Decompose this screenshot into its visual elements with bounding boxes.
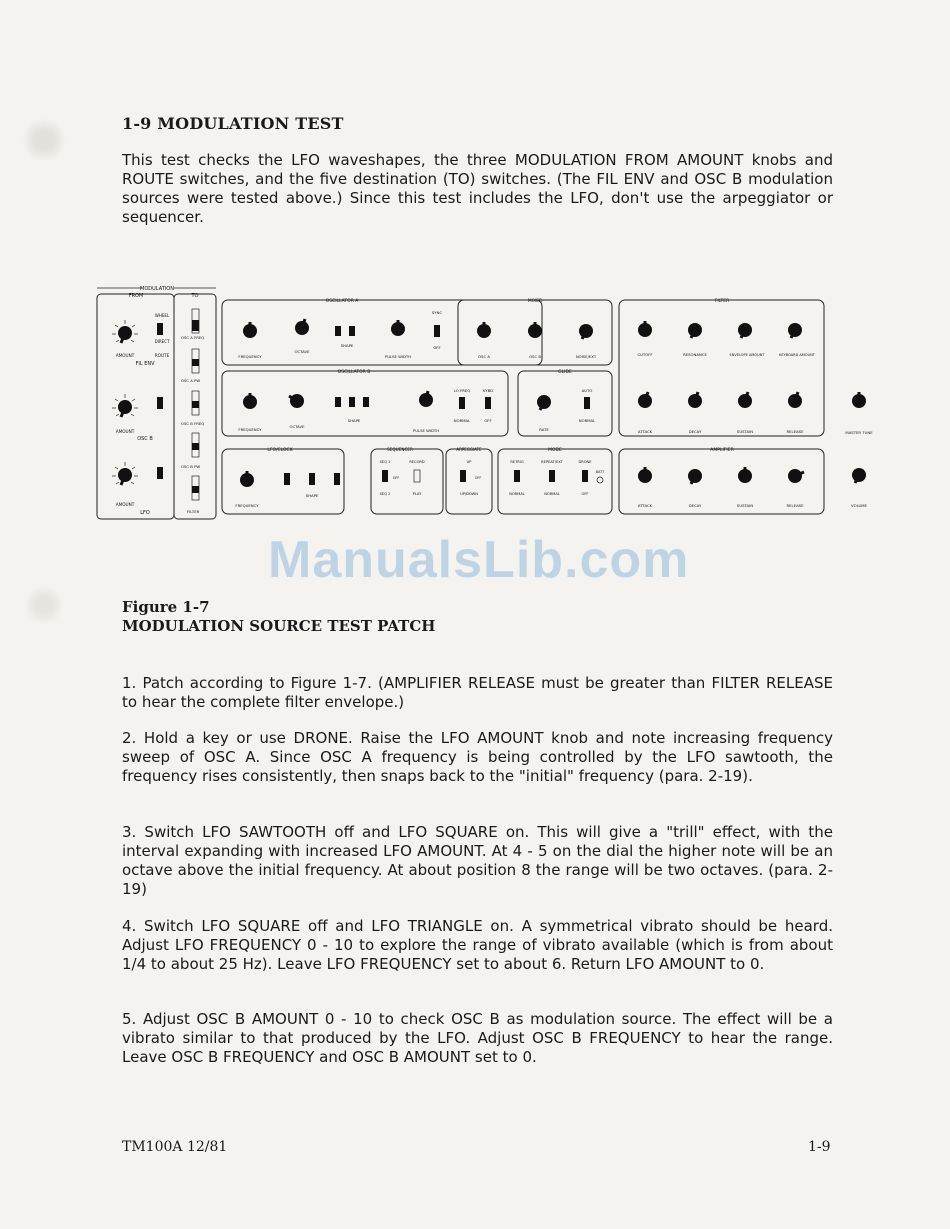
batt-label: BATT bbox=[595, 470, 605, 474]
mixer-osc-b-label: OSC B bbox=[529, 354, 541, 359]
cutoff-label: CUTOFF bbox=[637, 352, 653, 357]
sequencer-section bbox=[371, 447, 443, 514]
repeat-ext-label: REPEAT/EXT bbox=[541, 460, 563, 464]
play-label: PLAY bbox=[412, 492, 422, 496]
arp-up-label: UP bbox=[466, 460, 472, 464]
dest-filter: FILTER bbox=[187, 509, 200, 514]
master-tune-label: MASTER TUNE bbox=[845, 430, 873, 435]
retrig-label: RETRIG bbox=[510, 460, 524, 464]
envelope-amount-label: ENVELOPE AMOUNT bbox=[729, 353, 765, 357]
lfo-clock-title: LFO/CLOCK bbox=[267, 448, 293, 453]
lfo-mod-knob bbox=[112, 462, 138, 485]
osc-a-pulse-width-label: PULSE WIDTH bbox=[384, 354, 412, 359]
osc-b-off-label: OFF bbox=[484, 418, 492, 423]
drone-off-label: OFF bbox=[581, 492, 589, 496]
step-5: 5. Adjust OSC B AMOUNT 0 - 10 to check OSC B as modulation source. The effect will be a vibrato similar to that produced by the LFO. Adjust OSC B FREQUENCY to hear the range. Leave OSC B FREQUENCY and OSC B AMOUNT set to 0. bbox=[122, 1010, 833, 1066]
seq2-label: SEQ 2 bbox=[379, 492, 391, 496]
route-label: ROUTE bbox=[154, 353, 170, 358]
intro-paragraph: This test checks the LFO waveshapes, the three MODULATION FROM AMOUNT knobs and ROUTE switches, and the five destination (TO) switches. (The FIL ENV and OSC B modulation sources were tested above.) Since this test includes the LFO, don't use the arpeggiator or sequencer. bbox=[122, 151, 833, 226]
fil-env-amount-label: AMOUNT bbox=[115, 353, 135, 358]
osc-b-amount-label: AMOUNT bbox=[115, 429, 135, 434]
glide-section bbox=[518, 369, 612, 436]
osc-a-shape-label: SHAPE bbox=[340, 343, 354, 348]
osc-a-frequency-label: FREQUENCY bbox=[238, 354, 262, 359]
record-label: RECORD bbox=[409, 460, 425, 464]
glide-rate-label: RATE bbox=[539, 427, 549, 432]
glide-normal-label: NORMAL bbox=[578, 418, 596, 423]
osc-b-normal-label: NORMAL bbox=[453, 418, 471, 423]
osc-b-mod-knob bbox=[112, 394, 138, 417]
dest-osc-a-freq: OSC A FREQ bbox=[181, 335, 205, 340]
filter-release-label: RELEASE bbox=[786, 429, 804, 434]
repeat-normal-label: NORMAL bbox=[544, 492, 560, 496]
oscillator-b-title: OSCILLATOR B bbox=[337, 370, 371, 375]
sync-label: SYNC bbox=[431, 310, 443, 315]
figure-caption-title: MODULATION SOURCE TEST PATCH bbox=[122, 617, 436, 635]
glide-auto-label: AUTO bbox=[581, 388, 593, 393]
keyboard-amount-label: KEYBOARD AMOUNT bbox=[779, 353, 815, 357]
arp-off-label: OFF bbox=[474, 476, 482, 480]
modulation-title: MODULATION bbox=[140, 286, 174, 292]
noise-ext-label: NOISE/EXT bbox=[575, 354, 597, 359]
dest-osc-b-freq: OSC B FREQ bbox=[181, 421, 205, 426]
sequencer-title: SEQUENCER bbox=[387, 447, 413, 452]
amp-decay-label: DECAY bbox=[688, 503, 702, 508]
amplifier-title: AMPLIFIER bbox=[710, 448, 734, 453]
oscillator-b-section bbox=[222, 369, 508, 436]
step-1: 1. Patch according to Figure 1-7. (AMPLIFIER RELEASE must be greater than FILTER RELEASE to hear the complete filter envelope.) bbox=[122, 674, 833, 711]
lfo-frequency-label: FREQUENCY bbox=[235, 503, 259, 508]
amplifier-section bbox=[619, 447, 824, 514]
section-heading: 1-9 MODULATION TEST bbox=[122, 114, 344, 133]
dest-osc-a-pw: OSC A PW bbox=[181, 378, 201, 383]
volume-label: VOLUME bbox=[851, 503, 867, 508]
modulation-section bbox=[97, 286, 216, 519]
mode-title: MODE bbox=[548, 448, 562, 453]
wheel-label: WHEEL bbox=[154, 313, 170, 318]
step-3: 3. Switch LFO SAWTOOTH off and LFO SQUARE on. This will give a "trill" effect, with the interval expanding with increased LFO AMOUNT. At 4 - 5 on the dial the higher note will be an octave above the initial frequency. At about position 8 the range will be two octaves. (para. 2-19) bbox=[122, 823, 833, 898]
retrig-normal-label: NORMAL bbox=[509, 492, 525, 496]
lo-freq-label: LO FREQ bbox=[453, 388, 471, 393]
osc-a-octave-label: OCTAVE bbox=[294, 349, 310, 354]
resonance-label: RESONANCE bbox=[683, 352, 707, 357]
to-label: TO bbox=[191, 293, 199, 299]
page-blemish bbox=[24, 585, 64, 625]
filter-section bbox=[619, 298, 824, 436]
amp-attack-label: ATTACK bbox=[637, 503, 653, 508]
direct-label: DIRECT bbox=[154, 339, 170, 344]
arpeggiate-section bbox=[446, 447, 492, 514]
dest-osc-b-pw: OSC B PW bbox=[181, 464, 201, 469]
seq1-label: SEQ 1 bbox=[379, 460, 391, 464]
master-tune-knob bbox=[852, 392, 866, 408]
seq-off-label: OFF bbox=[392, 476, 400, 480]
lfo-shape-label: SHAPE bbox=[305, 493, 319, 498]
filter-title: FILTER bbox=[714, 299, 730, 304]
lfo-mod-label: LFO bbox=[140, 510, 150, 516]
osc-b-octave-label: OCTAVE bbox=[289, 424, 305, 429]
step-4: 4. Switch LFO SQUARE off and LFO TRIANGLE on. A symmetrical vibrato should be heard. Adjust LFO FREQUENCY 0 - 10 to explore the range of vibrato available (which is from about 1/4 to about 25 Hz). Leave LFO FREQUENCY set to about 6. Return LFO AMOUNT to 0. bbox=[122, 917, 833, 973]
oscillator-a-title: OSCILLATOR A bbox=[325, 299, 359, 304]
arp-up-down-label: UP/DOWN bbox=[460, 492, 478, 496]
osc-b-shape-label: SHAPE bbox=[347, 418, 361, 423]
kybd-label: KYBD bbox=[482, 388, 494, 393]
amp-release-label: RELEASE bbox=[786, 503, 804, 508]
osc-b-frequency-label: FREQUENCY bbox=[238, 427, 262, 432]
fil-env-knob bbox=[112, 320, 138, 343]
osc-b-mod-label: OSC B bbox=[137, 436, 153, 442]
mixer-title: MIXER bbox=[527, 299, 543, 304]
volume-knob bbox=[852, 468, 866, 483]
lfo-amount-label: AMOUNT bbox=[115, 502, 135, 507]
filter-sustain-label: SUSTAIN bbox=[736, 429, 754, 434]
mixer-osc-a-label: OSC A bbox=[478, 354, 490, 359]
page-blemish bbox=[22, 118, 66, 162]
filter-attack-label: ATTACK bbox=[637, 429, 653, 434]
step-2: 2. Hold a key or use DRONE. Raise the LFO AMOUNT knob and note increasing frequency sweep of OSC A. Since OSC A frequency is being controlled by the LFO sawtooth, the frequency rises consistently, then snaps back to the "initial" frequency (para. 2-19). bbox=[122, 729, 833, 785]
arpeggiate-title: ARPEGGIATE bbox=[456, 447, 482, 452]
mixer-section bbox=[458, 298, 612, 365]
filter-decay-label: DECAY bbox=[688, 429, 702, 434]
footer-page-number: 1-9 bbox=[808, 1139, 831, 1155]
test-patch-diagram bbox=[92, 283, 892, 523]
oscillator-a-section bbox=[222, 298, 542, 365]
drone-label: DRONE bbox=[578, 460, 592, 464]
figure-caption-number: Figure 1-7 bbox=[122, 598, 210, 616]
mode-section bbox=[498, 447, 612, 514]
osc-b-pulse-width-label: PULSE WIDTH bbox=[412, 428, 440, 433]
lfo-clock-section bbox=[222, 447, 344, 514]
glide-title: GLIDE bbox=[558, 370, 572, 375]
footer-doc-id: TM100A 12/81 bbox=[122, 1139, 228, 1155]
manualslib-watermark: ManualsLib.com bbox=[268, 531, 690, 589]
sync-off-label: OFF bbox=[433, 345, 441, 350]
fil-env-label: FIL ENV bbox=[135, 361, 155, 367]
amp-sustain-label: SUSTAIN bbox=[736, 503, 754, 508]
from-label: FROM bbox=[128, 293, 144, 299]
